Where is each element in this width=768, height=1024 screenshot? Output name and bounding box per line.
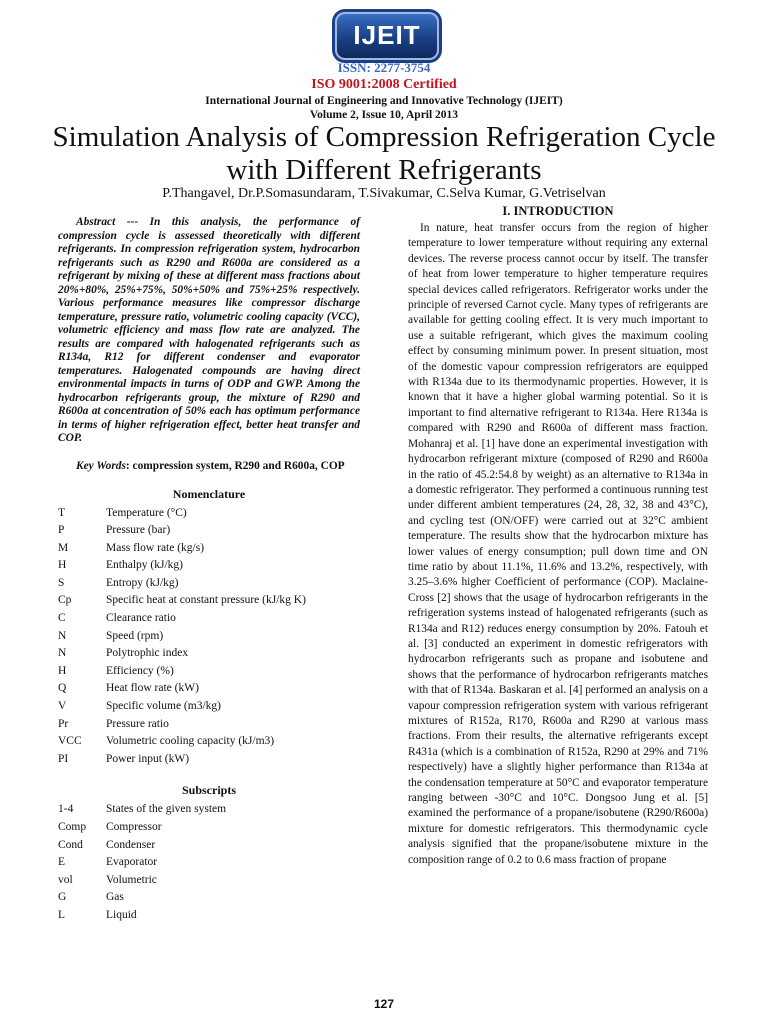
nomenclature-description: Speed (rpm) — [106, 629, 164, 642]
subscript-description: Evaporator — [106, 856, 158, 869]
abstract: Abstract --- In this analysis, the performance of compression cycle is assessed theoretically with different refrigerants. In compression refrigeration system, hydrocarbon refrigerants such as R290 and R600a are considered as a refrigerant by mixing of these at different mass fractions about 20%+80%, 25%+75%, 50%+50% and 75%+25% respectively. Various performance measures like compressor discharge temperature, pressure ratio, volumetric cooling capacity (VCC), volumetric efficiency and mass flow rate are analyzed. The results are compared with halogenated refrigerants such as R134a, R12 for different condenser and evaporator temperatures. Halogenated compounds are having direct environmental impacts in turns of ODP and GWP. Among the hydrocarbon refrigerants group, the mixture of R290 and R600a at concentration of 50% each has optimum performance in terms of higher refrigeration effect, better heat transfer and COP. — [58, 216, 360, 444]
subscript-symbol: E — [58, 856, 66, 869]
subscript-symbol: Cond — [58, 838, 83, 851]
nomenclature-description: Entropy (kJ/kg) — [106, 576, 179, 589]
page-number: 127 — [373, 997, 395, 1011]
nomenclature-row — [58, 680, 360, 698]
introduction-heading: I. INTRODUCTION — [502, 204, 614, 218]
nomenclature-row — [58, 592, 360, 610]
nomenclature-description: Pressure (bar) — [106, 524, 171, 537]
subscript-symbol: G — [58, 891, 67, 904]
subscript-description: States of the given system — [106, 803, 227, 816]
subscript-row — [58, 854, 360, 872]
nomenclature-symbol: T — [58, 506, 66, 519]
nomenclature-symbol: H — [58, 664, 67, 677]
nomenclature-row — [58, 751, 360, 769]
subscript-description: Compressor — [106, 821, 162, 833]
nomenclature-row — [58, 733, 360, 751]
nomenclature-row — [58, 663, 360, 681]
nomenclature-description: Enthalpy (kJ/kg) — [106, 559, 183, 572]
nomenclature-list — [58, 505, 360, 769]
subscript-description: Gas — [106, 891, 124, 904]
nomenclature-row — [58, 716, 360, 734]
issn: ISSN: 2277-3754 — [337, 60, 431, 75]
nomenclature-symbol: N — [58, 629, 67, 642]
iso-certification: ISO 9001:2008 Certified — [311, 77, 457, 92]
nomenclature-description: Polytrophic index — [106, 647, 189, 660]
nomenclature-row — [58, 540, 360, 558]
subscript-description: Liquid — [106, 908, 137, 921]
nomenclature-description: Heat flow rate (kW) — [106, 682, 199, 695]
introduction-text: In nature, heat transfer occurs from the region of higher temperature to lower temperature without requiring any external devices. The reverse process cannot occur by itself. The transfer of heat from lower temperature to higher temperature requires special devices called refrigerators. Refrigerator works under the principle of reversed Carnot cycle. Many types of refrigerants are available for getting cooling effect. It is very much important to use a suitable refrigerant, which gives the maximum cooling effect by consuming minimum power. In present situation, most of the domestic vapour compression refrigerators are equipped with R134a due to its thermodynamic properties. However, it is known that it have a higher global warming potential. So it is important to find alternative refrigerant to R134a. Here R134a is compared with R290 and R600a of different mass fraction. Mohanraj et al. [1] have done an experimental investigation with hydrocarbon refrigerant mixture (composed of R290 and R600a in the ratio of 45.2:54.8 by weight) as an alternative to R134a in a domestic refrigerator. They performed a continuous running test under different ambient temperatures (24, 28, 32, 38 and 43°C), and cycling test (ON/OFF) were carried out at 32°C ambient temperature. The results show that the hydrocarbon mixture has lower values of energy consumption; pull down time and ON time ratio by about 11.1%, 11.6% and 13.2%, respectively, with 3.25–3.6% higher Coefficient of performance (COP). Maclaine-Cross [2] shows that the usage of hydrocarbon refrigerants in the refrigeration systems instead of halogenated refrigerants (such as R134a and R12) reduces energy consumption by 20%. Fatouh et al. [3] conducted an experiment in domestic refrigerators with hydrocarbon refrigerants such as propane and isobutene and shows that the performance of hydrocarbon refrigerants matches with that of R134a. Baskaran et al. [4] performed an analysis on a vapour compression refrigeration system with various refrigerant mixtures of R152a, R170, R600a and R290 at various mass fractions. From their results, the alternative refrigerants except R431a (which is a combination of R152a, R290 at 29% and 71% respectively) have a slightly higher performance than R134a at the condensation temperature at 50°C and evaporator temperature ranging between -30°C and 10°C. Dongsoo Jung et al. [5] examined the performance of a propane/isobutene (R290/R600a) mixture for domestic refrigerators. This thermodynamic cycle analysis signified that the propane/isobutene mixture in the composition range of 0.2 to 0.6 mass fraction of propane — [408, 222, 708, 866]
nomenclature-description: Power input (kW) — [106, 752, 190, 765]
subscript-symbol: 1-4 — [58, 803, 74, 816]
nomenclature-description: Mass flow rate (kg/s) — [106, 541, 205, 554]
nomenclature-symbol: VCC — [58, 735, 82, 748]
subscript-row — [58, 801, 360, 819]
authors: P.Thangavel, Dr.P.Somasundaram, T.Sivakumar, C.Selva Kumar, G.Vetriselvan — [162, 186, 606, 201]
nomenclature-symbol: H — [58, 559, 67, 572]
paper-title: Simulation Analysis of Compression Refrigeration Cycle with Different Refrigerants — [52, 121, 716, 186]
subscript-symbol: vol — [58, 873, 73, 886]
nomenclature-row — [58, 505, 360, 523]
subscript-description: Condenser — [106, 838, 156, 851]
nomenclature-symbol: Pr — [58, 717, 69, 730]
left-column — [58, 216, 360, 925]
nomenclature-symbol: Q — [58, 682, 67, 695]
nomenclature-row — [58, 557, 360, 575]
subscript-symbol: L — [58, 908, 66, 921]
nomenclature-description: Temperature (°C) — [106, 506, 187, 519]
nomenclature-symbol: M — [58, 541, 69, 554]
subscript-description: Volumetric — [106, 873, 157, 886]
subscript-row — [58, 872, 360, 890]
nomenclature-heading: Nomenclature — [172, 486, 246, 501]
subscript-row — [58, 837, 360, 855]
nomenclature-symbol: P — [58, 524, 65, 537]
nomenclature-description: Efficiency (%) — [106, 664, 174, 677]
nomenclature-description: Specific heat at constant pressure (kJ/kg K) — [106, 594, 306, 607]
journal-name: International Journal of Engineering and Innovative Technology (IJEIT) — [205, 95, 563, 107]
nomenclature-row — [58, 698, 360, 716]
nomenclature-symbol: S — [58, 576, 65, 589]
journal-volume: Volume 2, Issue 10, April 2013 — [309, 109, 459, 121]
nomenclature-description: Pressure ratio — [106, 717, 169, 730]
nomenclature-row — [58, 628, 360, 646]
nomenclature-description: Specific volume (m3/kg) — [106, 700, 221, 713]
nomenclature-row — [58, 575, 360, 593]
keywords — [58, 460, 360, 472]
nomenclature-row — [58, 522, 360, 540]
nomenclature-symbol: N — [58, 647, 67, 660]
nomenclature-row — [58, 610, 360, 628]
nomenclature-description: Volumetric cooling capacity (kJ/m3) — [106, 735, 275, 748]
nomenclature-symbol: Cp — [58, 594, 72, 607]
nomenclature-symbol: PI — [58, 752, 69, 765]
journal-logo — [335, 12, 439, 60]
subscript-row — [58, 907, 360, 925]
subscripts-list — [58, 801, 360, 924]
nomenclature-symbol: C — [58, 612, 66, 625]
nomenclature-description: Clearance ratio — [106, 612, 176, 625]
keywords-text: : compression system, R290 and R600a, COP — [125, 459, 345, 472]
subscripts-heading: Subscripts — [181, 783, 237, 798]
keywords-label: Key Words — [76, 459, 126, 472]
subscript-symbol: Comp — [58, 821, 87, 833]
subscript-row — [58, 819, 360, 837]
nomenclature-row — [58, 645, 360, 663]
right-column — [408, 204, 708, 868]
nomenclature-symbol: V — [58, 700, 67, 713]
logo-text: IJEIT — [353, 20, 421, 50]
subscript-row — [58, 889, 360, 907]
